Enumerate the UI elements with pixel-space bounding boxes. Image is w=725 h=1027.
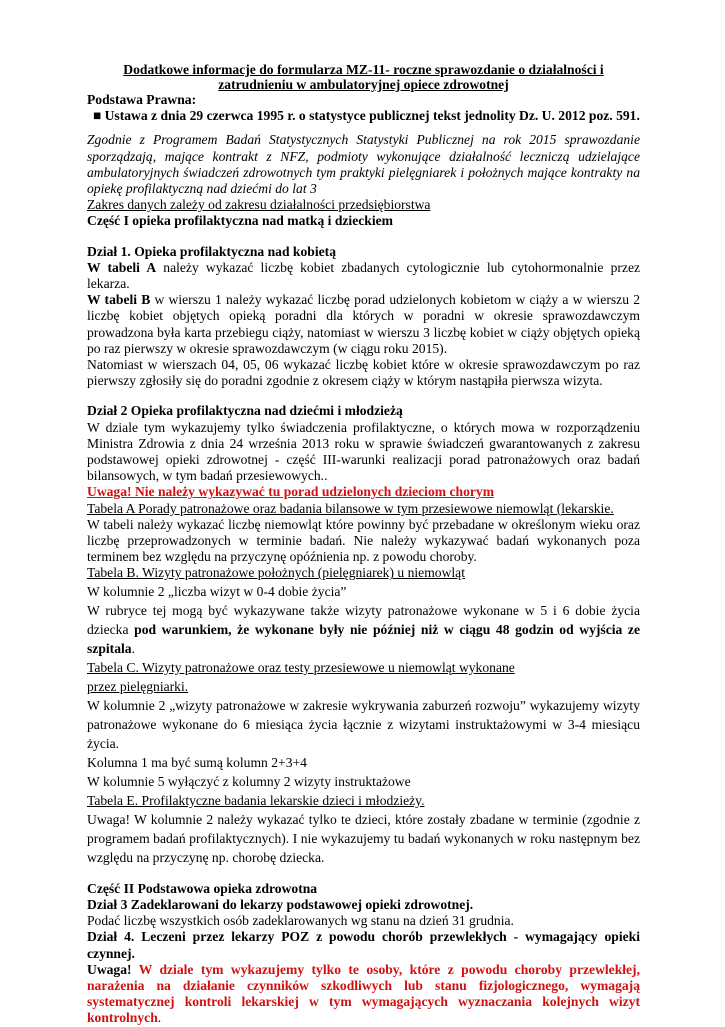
document-page <box>87 62 640 1027</box>
dzial1-tabB-text: w wierszu 1 należy wykazać liczbę porad udzielonych kobietom w ciąży a w wierszu 2 liczbę kobiet objętych opieką poradni dla których w poradni w okresie sprawozdawczym prowadzona była karta przebiegu ciąży, natomiast w wierszu 3 liczbę kobiet w ciąży objętych opieką po raz pierwszy w okresie sprawozdawczym (w ciągu roku 2015). <box>87 292 640 356</box>
dzial1-tabB-paragraph <box>87 292 640 357</box>
dzial2-tabB-bold: pod warunkiem, że wykonane były nie później niż w ciągu 48 godzin od wyjścia ze szpitala <box>87 621 641 656</box>
dzial2-tabE-heading: Tabela E. Profilaktyczne badania lekarskie dzieci i młodzieży. <box>87 792 425 808</box>
dzial4-warning-label: Uwaga! <box>87 961 132 977</box>
dzial2-intro: W dziale tym wykazujemy tylko świadczenia profilaktyczne, o których mowa w rozporządzeniu Ministra Zdrowia z dnia 24 września 2013 roku w sprawie świadczeń gwarantowanych z zakresu podstawowej opieki zdrowotnej - część III-warunki realizacji porad patronażowych oraz badań bilansowych, w tym badań przesiewowych.. <box>87 419 640 484</box>
dzial2-tabB-heading: Tabela B. Wizyty patronażowe położnych (pielęgniarek) u niemowląt <box>87 565 465 581</box>
dzial1-tabA-text: należy wykazać liczbę kobiet zbadanych cytologicznie lub cytohormonalnie przez lekarza. <box>87 259 641 292</box>
dzial2-tabB-paragraph <box>87 601 640 658</box>
dzial2-tabB-col2: W kolumnie 2 „liczba wizyt w 0-4 dobie życia” <box>87 583 347 599</box>
dzial4-warning <box>87 962 640 1027</box>
dzial4-heading: Dział 4. Leczeni przez lekarzy POZ z powodu chorób przewlekłych - wymagający opieki czynnej. <box>87 929 640 961</box>
dzial4-warning-end: . <box>157 1010 162 1026</box>
dzial3-text: Podać liczbę wszystkich osób zadeklarowanych wg stanu na dzień 31 grudnia. <box>87 913 514 929</box>
dzial3-heading: Dział 3 Zadeklarowani do lekarzy podstawowej opieki zdrowotnej. <box>87 896 474 912</box>
legal-basis-item: ■ Ustawa z dnia 29 czerwca 1995 r. o statystyce publicznej tekst jednolity Dz. U. 2012 poz. 591. <box>93 108 640 124</box>
dzial2-tabC-text: W kolumnie 2 „wizyty patronażowe w zakresie wykrywania zaburzeń rozwoju” wykazujemy wizyty patronażowe wykonane do 6 miesiąca życia łącznie z wizytami instruktażowymi w 3-4 miesiącu życia. <box>87 697 640 751</box>
part2-heading: Część II Podstawowa opieka zdrowotna <box>87 880 318 896</box>
legal-basis-heading: Podstawa Prawna: <box>87 92 197 107</box>
scope-note: Zakres danych zależy od zakresu działalności przedsiębiorstwa <box>87 197 431 213</box>
intro-paragraph: Zgodnie z Programem Badań Statystycznych Statystyki Publicznej na rok 2015 sprawozdanie sporządzają, mające kontrakt z NFZ, podmioty wykonujące działalność leczniczą udzielające ambulatoryjnych świadczeń zdrowotnych tym praktyki pielęgniarek i położnych mające kontrakty na opiekę profilaktyczną nad dziećmi do lat 3 <box>87 132 640 197</box>
dzial2-tabE-text: Uwaga! W kolumnie 2 należy wykazać tylko te dzieci, które zostały zbadane w terminie (zgodnie z programem badań profilaktycznych). I nie wykazujemy tu badań wykonanych w roku następnym bez względu na przyczynę np. chorobę dziecka. <box>87 811 640 865</box>
document-title: Dodatkowe informacje do formularza MZ-11- roczne sprawozdanie o działalności i zatrudnieniu w ambulatoryjnej opiece zdrowotnej <box>123 62 604 92</box>
dzial2-tabC-exclusion: W kolumnie 5 wyłączyć z kolumny 2 wizyty instruktażowe <box>87 773 411 789</box>
dzial1-tabB-label: W tabeli B <box>87 292 151 308</box>
part1-heading: Część I opieka profilaktyczna nad matką i dzieckiem <box>87 213 393 229</box>
dzial2-tabC-heading: Tabela C. Wizyty patronażowe oraz testy przesiewowe u niemowląt wykonane przez pielęgniarki. <box>87 659 515 694</box>
dzial2-tabA-heading: Tabela A Porady patronażowe oraz badania bilansowe w tym przesiewowe niemowląt (lekarskie. <box>87 500 614 516</box>
dzial1-tabB-note: Natomiast w wierszach 04, 05, 06 wykazać liczbę kobiet które w okresie sprawozdawczym po raz pierwszy zgłosiły się do poradni zgodnie z okresem ciąży w którym nastąpiła pierwsza wizyta. <box>87 357 640 389</box>
dzial2-tabB-text: W rubryce tej mogą być wykazywane także wizyty patronażowe wykonane w 5 i 6 dobie życia dziecka <box>87 602 640 637</box>
dzial2-heading: Dział 2 Opieka profilaktyczna nad dziećmi i młodzieżą <box>87 403 403 419</box>
dzial4-warning-text: W dziale tym wykazujemy tylko te osoby, które z powodu choroby przewlekłej, narażenia na działanie czynników szkodliwych lub stanu fizjologicznego, wymagają systematycznej kontroli lekarskiej w tym wymagających wyznaczania kolejnych wizyt kontrolnych <box>87 961 640 1026</box>
dzial1-tabA-paragraph <box>87 260 640 292</box>
dzial2-tabC-sum: Kolumna 1 ma być sumą kolumn 2+3+4 <box>87 754 307 770</box>
dzial1-heading: Dział 1. Opieka profilaktyczna nad kobietą <box>87 243 336 259</box>
dzial2-tabA-text: W tabeli należy wykazać liczbę niemowląt które powinny być przebadane w określonym wieku oraz liczbę przeprowadzonych w terminie badań. Nie należy wykazywać badań wykonanych poza terminem bez względu na przyczynę opóźnienia np. z powodu choroby. <box>87 516 640 565</box>
dzial1-tabA-label: W tabeli A <box>87 259 157 275</box>
dzial2-tabB-end: . <box>131 640 135 656</box>
dzial2-warning: Uwaga! Nie należy wykazywać tu porad udzielonych dzieciom chorym <box>87 484 495 500</box>
